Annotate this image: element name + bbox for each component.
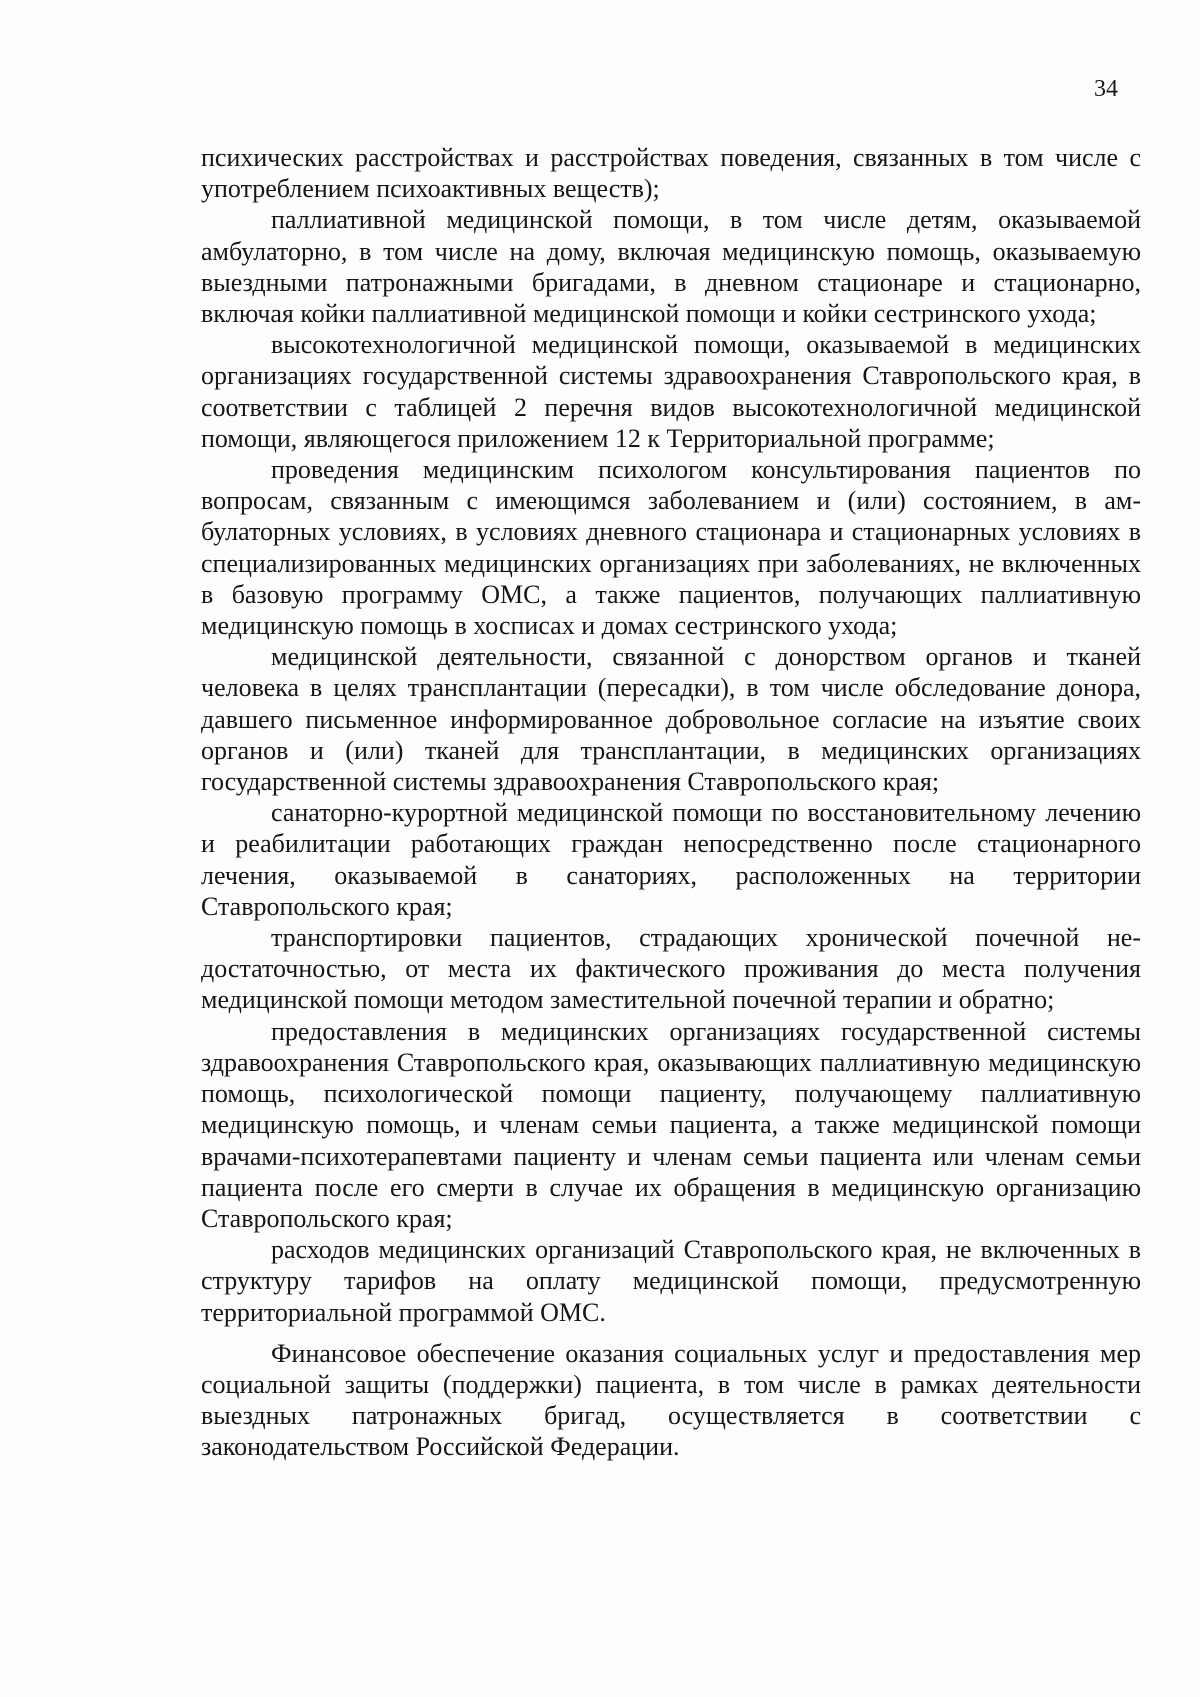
paragraph-sanatorium-care: санаторно-курортной медицинской помощи по восстановительному лечению и реабилитации работающих граждан непосредственно после стационарного лечения, оказываемой в санаториях, расположенных на территории Ставропольского края; [201,798,1141,921]
paragraph-high-tech-care: высокотехнологичной медицинской помощи, оказываемой в медицинских организациях государственной системы здравоохранения Ставропольского края, в соответствии с таблицей 2 перечня видов высокотехнологичной медицинской помощи, являющегося приложением 12 к Территориальной программе; [201,330,1141,453]
paragraph-patient-transport: транспортировки пациентов, страдающих хронической почечной недостаточностью, от места их фактического проживания до места получения медицинской помощи методом заместительной почечной терапии и обратно; [201,923,1141,1015]
paragraph-organ-donation: медицинской деятельности, связанной с донорством органов и тканей человека в целях трансплантации (пересадки), в том числе обследование донора, давшего письменное информированное добровольное согласие на изъятие своих органов и (или) тканей для трансплантации, в медицинских организациях государственной системы здравоохранения Ставропольского края; [201,642,1141,797]
page-number: 34 [1094,76,1118,102]
paragraph-social-services-funding: Финансовое обеспечение оказания социальных услуг и предоставления мер социальной защиты (поддержки) пациента, в том числе в рамках деятельности выездных патронажных бригад, осуществляется в соответствии с законодательством Российской Федерации. [201,1338,1141,1462]
document-body [201,142,1141,1463]
paragraph-expenses: расходов медицинских организаций Ставропольского края, не включенных в структуру тарифов на оплату медицинской помощи, предусмотренную территориальной программой ОМС. [201,1235,1141,1327]
paragraph-psychologist-consulting: проведения медицинским психологом консультирования пациентов по вопросам, связанным с имеющимся заболеванием и (или) состоянием, в амбулаторных условиях, в условиях дневного стационара и стационарных условиях в специализированных медицинских организациях при заболеваниях, не включенных в базовую программу ОМС, а также пациентов, получающих паллиативную медицинскую помощь в хосписах и домах сестринского ухода; [201,455,1141,641]
paragraph-palliative-care: паллиативной медицинской помощи, в том числе детям, оказываемой амбулаторно, в том числе на дому, включая медицинскую помощь, оказываемую выездными патронажными бригадами, в дневном стационаре и стационарно, включая койки паллиативной медицинской помощи и койки сестринского ухода; [201,205,1141,329]
paragraph-continuation: психических расстройствах и расстройствах поведения, связанных в том числе с употреблением психоактивных веществ); [201,143,1141,204]
paragraph-psychological-help: предоставления в медицинских организациях государственной системы здравоохранения Ставропольского края, оказывающих паллиативную медицинскую помощь, психологической помощи пациенту, получающему паллиативную медицинскую помощь, и членам семьи пациента, а также медицинской помощи врачами-психотерапевтами пациенту и членам семьи пациента или членам семьи пациента после его смерти в случае их обращения в медицинскую организацию Ставропольского края; [201,1016,1141,1233]
